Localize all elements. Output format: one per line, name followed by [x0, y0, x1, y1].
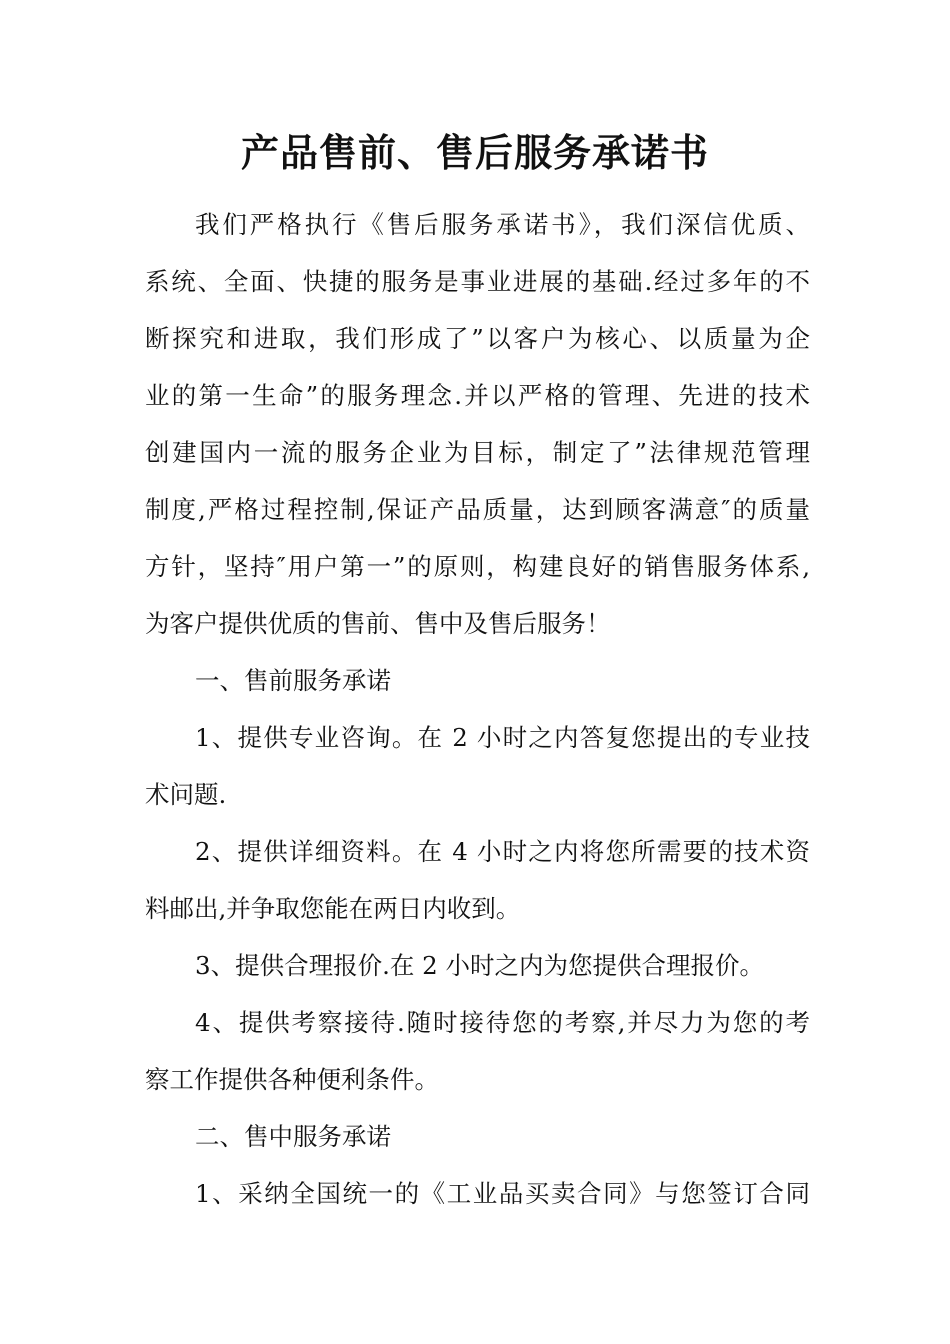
list-item-line: 1、采纳全国统一的《工业品买卖合同》与您签订合同: [195, 1179, 810, 1208]
paragraph-line: 系统、全面、快捷的服务是事业进展的基础.经过多年的不: [145, 267, 810, 296]
paragraph-line: 制度,严格过程控制,保证产品质量，达到顾客满意″的质量: [145, 495, 810, 524]
list-item-line: 3、提供合理报价.在 2 小时之内为您提供合理报价。: [195, 951, 765, 980]
list-item-line: 2、提供详细资料。在 4 小时之内将您所需要的技术资: [195, 837, 810, 866]
section-heading: 一、售前服务承诺: [195, 666, 391, 695]
list-item-line: 术问题.: [145, 780, 227, 809]
paragraph-line: 我们严格执行《售后服务承诺书》，我们深信优质、: [195, 210, 810, 239]
document-title: 产品售前、售后服务承诺书: [240, 130, 709, 175]
section-heading: 二、售中服务承诺: [195, 1122, 391, 1151]
paragraph-line: 断探究和进取，我们形成了”以客户为核心、以质量为企: [145, 324, 810, 353]
paragraph-line: 创建国内一流的服务企业为目标，制定了”法律规范管理: [145, 438, 810, 467]
list-item-line: 1、提供专业咨询。在 2 小时之内答复您提出的专业技: [195, 723, 810, 752]
paragraph-line: 业的第一生命”的服务理念.并以严格的管理、先进的技术: [145, 381, 810, 410]
paragraph-line: 为客户提供优质的售前、售中及售后服务！: [145, 609, 611, 638]
list-item-line: 4、提供考察接待.随时接待您的考察,并尽力为您的考: [195, 1008, 810, 1037]
paragraph-line: 方针，坚持″用户第一”的原则，构建良好的销售服务体系,: [145, 552, 810, 581]
list-item-line: 察工作提供各种便利条件。: [145, 1065, 439, 1094]
list-item-line: 料邮出,并争取您能在两日内收到。: [145, 894, 521, 923]
